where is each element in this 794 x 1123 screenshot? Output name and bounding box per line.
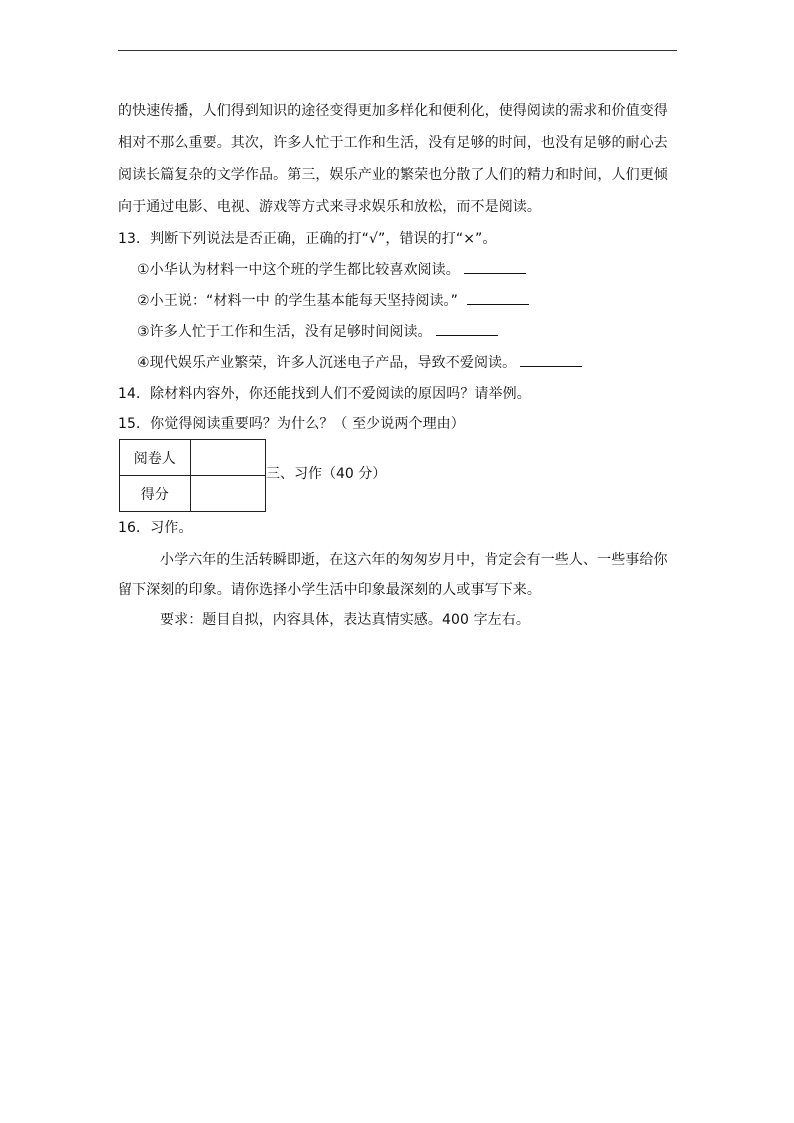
question-13-option-4	[137, 353, 582, 373]
score-table	[119, 439, 266, 512]
passage-line: 阅读长篇复杂的文学作品。第三，娱乐产业的繁荣也分散了人们的精力和时间，人们更倾	[118, 167, 668, 183]
question-16-prompt: 16．习作。	[118, 520, 193, 536]
answer-blank[interactable]	[467, 304, 529, 305]
question-14-prompt: 14．除材料内容外，你还能找到人们不爱阅读的原因吗？请举例。	[118, 386, 531, 402]
question-13-option-1	[137, 260, 526, 280]
option-text: ①小华认为材料一中这个班的学生都比较喜欢阅读。	[137, 262, 460, 278]
question-16-body-line: 留下深刻的印象。请你选择小学生活中印象最深刻的人或事写下来。	[118, 582, 541, 598]
question-16-requirement: 要求：题目自拟，内容具体，表达真情实感。400 字左右。	[160, 612, 530, 628]
question-13-option-2	[137, 291, 529, 311]
header-rule	[118, 50, 677, 51]
option-text: ②小王说：“材料一中 的学生基本能每天坚持阅读。”	[137, 293, 459, 309]
question-16-body-line: 小学六年的生活转瞬即逝，在这六年的匆匆岁月中，肯定会有一些人、一些事给你	[160, 552, 668, 568]
reviewer-value[interactable]	[190, 440, 265, 476]
score-label: 得分	[120, 476, 191, 512]
option-text: ④现代娱乐产业繁荣，许多人沉迷电子产品，导致不爱阅读。	[137, 355, 517, 371]
passage-line: 相对不那么重要。其次，许多人忙于工作和生活，没有足够的时间，也没有足够的耐心去	[118, 135, 668, 151]
passage-line: 向于通过电影、电视、游戏等方式来寻求娱乐和放松，而不是阅读。	[118, 199, 541, 215]
answer-blank[interactable]	[520, 366, 582, 367]
answer-blank[interactable]	[436, 335, 498, 336]
section-3-title: 三、习作（40 分）	[266, 466, 387, 482]
answer-blank[interactable]	[464, 273, 526, 274]
question-13-prompt: 13．判断下列说法是否正确，正确的打“√”，错误的打“×”。	[118, 231, 497, 247]
question-15-prompt: 15．你觉得阅读重要吗？为什么？（ 至少说两个理由）	[118, 416, 465, 432]
score-value[interactable]	[190, 476, 265, 512]
passage-line: 的快速传播，人们得到知识的途径变得更加多样化和便利化，使得阅读的需求和价值变得	[118, 103, 668, 119]
option-text: ③许多人忙于工作和生活，没有足够时间阅读。	[137, 324, 432, 340]
question-13-option-3	[137, 322, 498, 342]
reviewer-label: 阅卷人	[120, 440, 191, 476]
